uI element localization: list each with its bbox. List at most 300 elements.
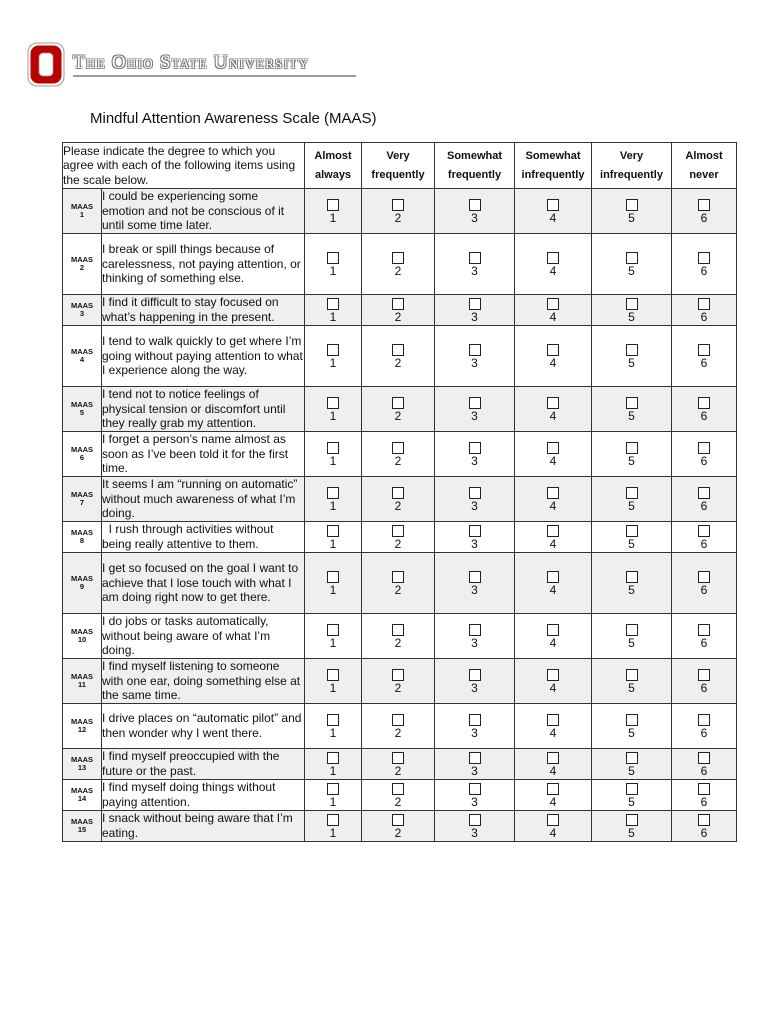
instructions-cell: Please indicate the degree to which you agree with each of the following items using the scale below. [63, 143, 305, 189]
item-code: MAAS 12 [63, 704, 102, 749]
response-option[interactable] [592, 432, 672, 477]
checkbox[interactable] [698, 814, 710, 826]
checkbox[interactable] [392, 752, 404, 764]
item-text: I find myself doing things without paying attention. [102, 780, 305, 811]
option-value: 2 [394, 453, 402, 468]
response-option[interactable] [305, 553, 362, 614]
response-option[interactable] [362, 522, 435, 553]
response-option[interactable] [435, 387, 515, 432]
option-value: 6 [700, 355, 708, 370]
item-text: I get so focused on the goal I want to achieve that I lose touch with what I am doing right now to get there. [102, 553, 305, 614]
table-row [63, 387, 737, 432]
response-option[interactable] [362, 704, 435, 749]
university-name: The Ohio State University [73, 52, 310, 73]
option-value: 4 [549, 794, 557, 809]
option-value: 4 [549, 725, 557, 740]
checkbox[interactable] [469, 344, 481, 356]
item-code: MAAS 14 [63, 780, 102, 811]
table-row [63, 477, 737, 522]
option-value: 1 [329, 582, 337, 597]
response-option[interactable] [305, 387, 362, 432]
table-row [63, 749, 737, 780]
option-value: 3 [471, 680, 478, 695]
option-value: 3 [471, 763, 478, 778]
response-option[interactable] [362, 811, 435, 842]
checkbox[interactable] [698, 669, 710, 681]
response-option[interactable] [515, 295, 592, 326]
response-option[interactable] [672, 659, 737, 704]
response-option[interactable] [362, 432, 435, 477]
option-value: 6 [700, 794, 708, 809]
option-value: 1 [329, 408, 337, 423]
response-option[interactable] [362, 749, 435, 780]
header-rule [73, 75, 356, 77]
response-option[interactable] [592, 522, 672, 553]
header-row [63, 143, 737, 189]
table-row [63, 614, 737, 659]
university-header [27, 42, 332, 87]
response-option[interactable] [435, 189, 515, 234]
checkbox[interactable] [626, 669, 638, 681]
response-option[interactable] [515, 477, 592, 522]
checkbox[interactable] [469, 298, 481, 310]
option-value: 1 [329, 210, 337, 225]
response-option[interactable] [435, 614, 515, 659]
response-option[interactable] [305, 522, 362, 553]
checkbox[interactable] [626, 487, 638, 499]
checkbox[interactable] [327, 624, 339, 636]
option-value: 4 [549, 210, 557, 225]
response-option[interactable] [305, 234, 362, 295]
item-text: I find myself preoccupied with the future or the past. [102, 749, 305, 780]
response-option[interactable] [592, 811, 672, 842]
checkbox[interactable] [626, 624, 638, 636]
option-value: 6 [700, 263, 708, 278]
option-value: 2 [394, 725, 402, 740]
checkbox[interactable] [626, 814, 638, 826]
option-value: 5 [628, 680, 635, 695]
option-value: 3 [471, 355, 478, 370]
checkbox[interactable] [626, 525, 638, 537]
response-option[interactable] [515, 749, 592, 780]
checkbox[interactable] [698, 714, 710, 726]
option-value: 2 [394, 263, 402, 278]
response-option[interactable] [672, 189, 737, 234]
option-value: 3 [471, 794, 478, 809]
option-value: 2 [394, 309, 402, 324]
checkbox[interactable] [698, 624, 710, 636]
checkbox[interactable] [327, 814, 339, 826]
checkbox[interactable] [327, 298, 339, 310]
item-text: I tend to walk quickly to get where I’m going without paying attention to what I experience along the way. [102, 326, 305, 387]
response-option[interactable] [305, 780, 362, 811]
option-value: 6 [700, 635, 708, 650]
response-option[interactable] [435, 234, 515, 295]
option-value: 4 [549, 309, 557, 324]
checkbox[interactable] [469, 199, 481, 211]
response-option[interactable] [362, 614, 435, 659]
item-text: I do jobs or tasks automatically, without being aware of what I’m doing. [102, 614, 305, 659]
checkbox[interactable] [626, 752, 638, 764]
option-value: 2 [394, 210, 402, 225]
response-option[interactable] [515, 234, 592, 295]
option-value: 3 [471, 408, 478, 423]
response-option[interactable] [305, 295, 362, 326]
option-value: 4 [549, 498, 557, 513]
response-option[interactable] [672, 780, 737, 811]
item-code: MAAS 10 [63, 614, 102, 659]
response-option[interactable] [515, 189, 592, 234]
option-value: 6 [700, 498, 708, 513]
scale-header: Very frequently [362, 143, 435, 189]
item-code: MAAS 3 [63, 295, 102, 326]
checkbox[interactable] [547, 525, 559, 537]
option-value: 4 [549, 536, 557, 551]
checkbox[interactable] [327, 714, 339, 726]
checkbox[interactable] [469, 525, 481, 537]
option-value: 1 [329, 794, 337, 809]
checkbox[interactable] [626, 298, 638, 310]
option-value: 3 [471, 210, 478, 225]
checkbox[interactable] [392, 397, 404, 409]
response-option[interactable] [362, 387, 435, 432]
response-option[interactable] [592, 189, 672, 234]
checkbox[interactable] [392, 814, 404, 826]
response-option[interactable] [592, 477, 672, 522]
checkbox[interactable] [392, 199, 404, 211]
checkbox[interactable] [392, 442, 404, 454]
response-option[interactable] [305, 811, 362, 842]
response-option[interactable] [435, 704, 515, 749]
table-row [63, 522, 737, 553]
checkbox[interactable] [547, 487, 559, 499]
checkbox[interactable] [469, 814, 481, 826]
table-row [63, 234, 737, 295]
checkbox[interactable] [626, 397, 638, 409]
response-option[interactable] [435, 780, 515, 811]
option-value: 6 [700, 825, 708, 840]
option-value: 2 [394, 635, 402, 650]
response-option[interactable] [592, 749, 672, 780]
response-option[interactable] [672, 432, 737, 477]
response-option[interactable] [672, 749, 737, 780]
response-option[interactable] [305, 749, 362, 780]
checkbox[interactable] [392, 252, 404, 264]
checkbox[interactable] [327, 571, 339, 583]
option-value: 3 [471, 825, 478, 840]
checkbox[interactable] [327, 487, 339, 499]
option-value: 3 [471, 263, 478, 278]
checkbox[interactable] [392, 344, 404, 356]
option-value: 4 [549, 635, 557, 650]
checkbox[interactable] [469, 571, 481, 583]
checkbox[interactable] [469, 442, 481, 454]
option-value: 5 [628, 536, 635, 551]
checkbox[interactable] [698, 525, 710, 537]
option-value: 1 [329, 498, 337, 513]
checkbox[interactable] [547, 624, 559, 636]
response-option[interactable] [435, 811, 515, 842]
checkbox[interactable] [547, 814, 559, 826]
checkbox[interactable] [698, 571, 710, 583]
checkbox[interactable] [698, 487, 710, 499]
option-value: 1 [329, 536, 337, 551]
checkbox[interactable] [547, 714, 559, 726]
response-option[interactable] [305, 614, 362, 659]
option-value: 5 [628, 355, 635, 370]
response-option[interactable] [305, 432, 362, 477]
checkbox[interactable] [547, 442, 559, 454]
option-value: 2 [394, 582, 402, 597]
response-option[interactable] [435, 477, 515, 522]
option-value: 4 [549, 763, 557, 778]
checkbox[interactable] [547, 571, 559, 583]
response-option[interactable] [515, 432, 592, 477]
response-option[interactable] [362, 553, 435, 614]
option-value: 4 [549, 408, 557, 423]
checkbox[interactable] [698, 752, 710, 764]
response-option[interactable] [305, 477, 362, 522]
response-option[interactable] [592, 553, 672, 614]
response-option[interactable] [362, 295, 435, 326]
checkbox[interactable] [698, 199, 710, 211]
option-value: 5 [628, 210, 635, 225]
option-value: 5 [628, 309, 635, 324]
checkbox[interactable] [469, 252, 481, 264]
checkbox[interactable] [392, 571, 404, 583]
response-option[interactable] [592, 326, 672, 387]
checkbox[interactable] [327, 783, 339, 795]
checkbox[interactable] [547, 752, 559, 764]
response-option[interactable] [435, 432, 515, 477]
checkbox[interactable] [327, 397, 339, 409]
checkbox[interactable] [469, 624, 481, 636]
response-option[interactable] [592, 704, 672, 749]
response-option[interactable] [515, 811, 592, 842]
checkbox[interactable] [626, 714, 638, 726]
option-value: 4 [549, 680, 557, 695]
option-value: 3 [471, 536, 478, 551]
checkbox[interactable] [327, 752, 339, 764]
item-code: MAAS 13 [63, 749, 102, 780]
checkbox[interactable] [547, 783, 559, 795]
checkbox[interactable] [626, 783, 638, 795]
response-option[interactable] [305, 189, 362, 234]
response-option[interactable] [435, 659, 515, 704]
checkbox[interactable] [327, 199, 339, 211]
option-value: 3 [471, 725, 478, 740]
response-option[interactable] [672, 477, 737, 522]
response-option[interactable] [592, 614, 672, 659]
response-option[interactable] [362, 326, 435, 387]
item-text: I find it difficult to stay focused on what’s happening in the present. [102, 295, 305, 326]
response-option[interactable] [305, 704, 362, 749]
response-option[interactable] [672, 811, 737, 842]
checkbox[interactable] [327, 525, 339, 537]
scale-header: Almost always [305, 143, 362, 189]
item-text: I tend not to notice feelings of physical tension or discomfort until they really grab my attention. [102, 387, 305, 432]
item-code: MAAS 2 [63, 234, 102, 295]
item-code: MAAS 7 [63, 477, 102, 522]
checkbox[interactable] [392, 669, 404, 681]
checkbox[interactable] [392, 487, 404, 499]
checkbox[interactable] [469, 669, 481, 681]
response-option[interactable] [672, 614, 737, 659]
response-option[interactable] [672, 234, 737, 295]
checkbox[interactable] [327, 442, 339, 454]
checkbox[interactable] [626, 252, 638, 264]
item-text: I forget a person’s name almost as soon as I’ve been told it for the first time. [102, 432, 305, 477]
checkbox[interactable] [547, 669, 559, 681]
response-option[interactable] [515, 326, 592, 387]
option-value: 5 [628, 498, 635, 513]
item-text: I rush through activities without being really attentive to them. [102, 522, 305, 553]
table-row [63, 189, 737, 234]
item-code: MAAS 4 [63, 326, 102, 387]
response-option[interactable] [672, 326, 737, 387]
checkbox[interactable] [392, 624, 404, 636]
item-code: MAAS 9 [63, 553, 102, 614]
option-value: 5 [628, 794, 635, 809]
response-option[interactable] [592, 295, 672, 326]
checkbox[interactable] [626, 344, 638, 356]
response-option[interactable] [515, 387, 592, 432]
response-option[interactable] [592, 659, 672, 704]
option-value: 6 [700, 725, 708, 740]
option-value: 6 [700, 309, 708, 324]
option-value: 3 [471, 498, 478, 513]
response-option[interactable] [515, 704, 592, 749]
option-value: 3 [471, 309, 478, 324]
scale-header: Somewhat frequently [435, 143, 515, 189]
response-option[interactable] [305, 326, 362, 387]
checkbox[interactable] [392, 525, 404, 537]
option-value: 5 [628, 825, 635, 840]
option-value: 5 [628, 635, 635, 650]
item-text: I find myself listening to someone with one ear, doing something else at the same time. [102, 659, 304, 703]
response-option[interactable] [592, 387, 672, 432]
checkbox[interactable] [698, 783, 710, 795]
checkbox[interactable] [547, 397, 559, 409]
option-value: 4 [549, 582, 557, 597]
option-value: 5 [628, 763, 635, 778]
checkbox[interactable] [327, 252, 339, 264]
document-title: Mindful Attention Awareness Scale (MAAS) [90, 110, 377, 127]
response-option[interactable] [672, 387, 737, 432]
response-option[interactable] [672, 553, 737, 614]
response-option[interactable] [515, 614, 592, 659]
checkbox[interactable] [547, 298, 559, 310]
table-row [63, 704, 737, 749]
checkbox[interactable] [698, 298, 710, 310]
checkbox[interactable] [626, 199, 638, 211]
response-option[interactable] [672, 522, 737, 553]
option-value: 2 [394, 536, 402, 551]
option-value: 1 [329, 763, 337, 778]
table-row [63, 295, 737, 326]
option-value: 6 [700, 408, 708, 423]
response-option[interactable] [362, 659, 435, 704]
checkbox[interactable] [698, 442, 710, 454]
checkbox[interactable] [469, 714, 481, 726]
response-option[interactable] [305, 659, 362, 704]
checkbox[interactable] [626, 571, 638, 583]
checkbox[interactable] [469, 487, 481, 499]
option-value: 6 [700, 536, 708, 551]
option-value: 5 [628, 453, 635, 468]
checkbox[interactable] [392, 783, 404, 795]
response-option[interactable] [672, 704, 737, 749]
checkbox[interactable] [392, 714, 404, 726]
table-row [63, 780, 737, 811]
scale-header: Very infrequently [592, 143, 672, 189]
option-value: 6 [700, 453, 708, 468]
response-option[interactable] [515, 659, 592, 704]
option-value: 6 [700, 210, 708, 225]
option-value: 2 [394, 763, 402, 778]
item-code: MAAS 1 [63, 189, 102, 234]
option-value: 1 [329, 309, 337, 324]
option-value: 4 [549, 355, 557, 370]
response-option[interactable] [435, 522, 515, 553]
checkbox[interactable] [698, 344, 710, 356]
option-value: 3 [471, 453, 478, 468]
checkbox[interactable] [469, 752, 481, 764]
ohio-state-logo-icon [27, 42, 65, 87]
response-option[interactable] [515, 553, 592, 614]
checkbox[interactable] [698, 397, 710, 409]
item-text: I break or spill things because of carelessness, not paying attention, or thinking of something else. [102, 234, 305, 295]
response-option[interactable] [592, 234, 672, 295]
checkbox[interactable] [327, 344, 339, 356]
option-value: 1 [329, 263, 337, 278]
response-option[interactable] [362, 477, 435, 522]
response-option[interactable] [592, 780, 672, 811]
checkbox[interactable] [392, 298, 404, 310]
checkbox[interactable] [547, 199, 559, 211]
item-code: MAAS 11 [63, 659, 102, 704]
item-text: I snack without being aware that I’m eating. [102, 811, 305, 842]
table-row [63, 432, 737, 477]
checkbox[interactable] [547, 344, 559, 356]
checkbox[interactable] [547, 252, 559, 264]
option-value: 6 [700, 680, 708, 695]
response-option[interactable] [435, 553, 515, 614]
option-value: 6 [700, 763, 708, 778]
option-value: 4 [549, 263, 557, 278]
checkbox[interactable] [469, 783, 481, 795]
option-value: 5 [628, 582, 635, 597]
checkbox[interactable] [469, 397, 481, 409]
item-code: MAAS 6 [63, 432, 102, 477]
checkbox[interactable] [626, 442, 638, 454]
option-value: 2 [394, 794, 402, 809]
response-option[interactable] [515, 522, 592, 553]
response-option[interactable] [435, 749, 515, 780]
response-option[interactable] [672, 295, 737, 326]
option-value: 1 [329, 825, 337, 840]
response-option[interactable] [515, 780, 592, 811]
response-option[interactable] [362, 234, 435, 295]
response-option[interactable] [362, 780, 435, 811]
checkbox[interactable] [327, 669, 339, 681]
option-value: 6 [700, 582, 708, 597]
response-option[interactable] [362, 189, 435, 234]
checkbox[interactable] [698, 252, 710, 264]
response-option[interactable] [435, 295, 515, 326]
response-option[interactable] [435, 326, 515, 387]
option-value: 1 [329, 680, 337, 695]
